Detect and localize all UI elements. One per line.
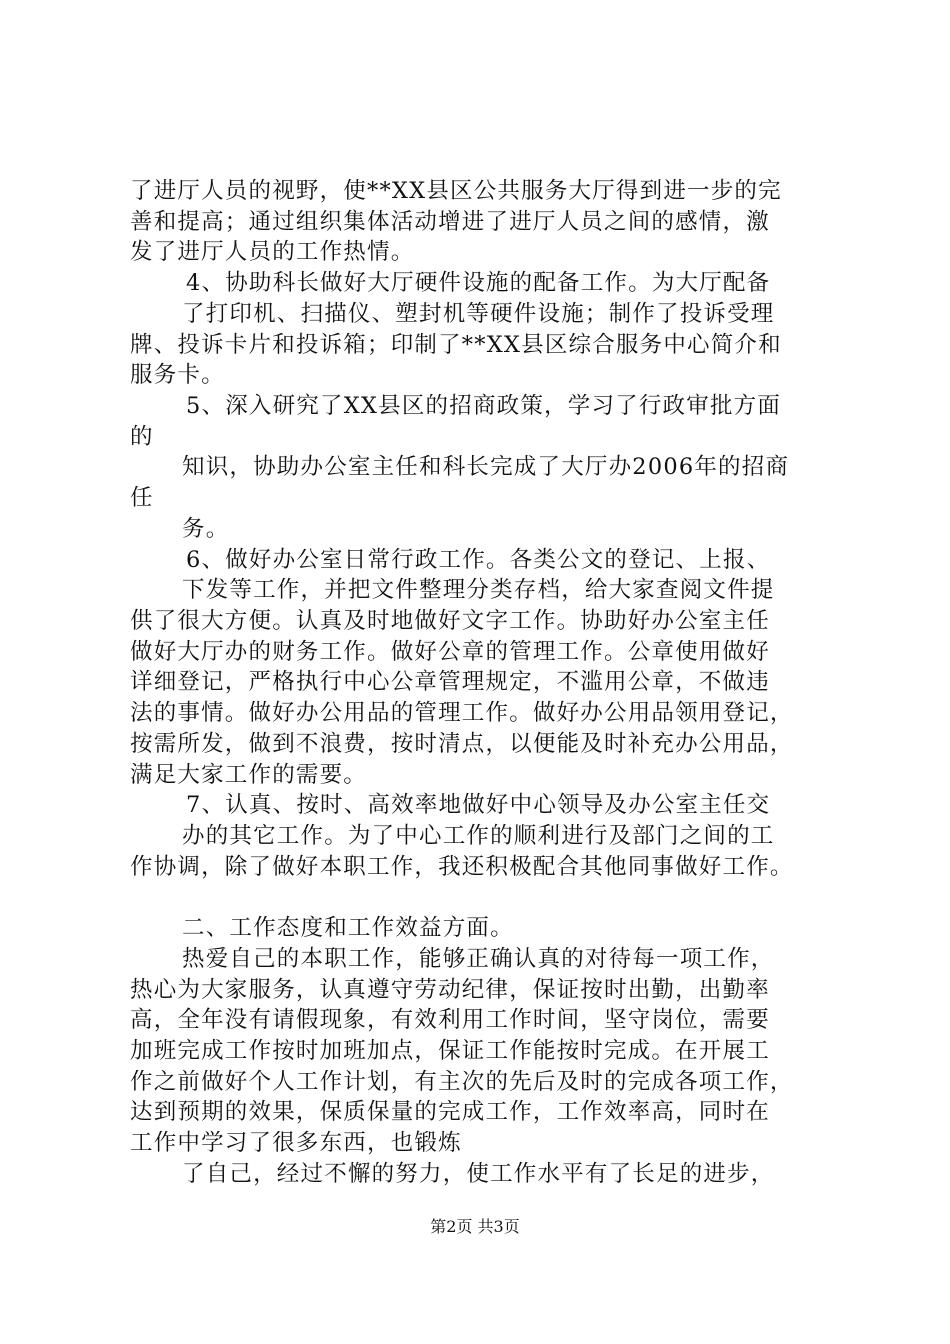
body-line: 详细登记，严格执行中心公章管理规定，不滥用公章，不做违: [130, 669, 770, 695]
body-line: 热心为大家服务，认真遵守劳动纪律，保证按时出勤，出勤率: [130, 977, 770, 1003]
body-line: 高，全年没有请假现象，有效利用工作时间，坚守岗位，需要: [130, 1007, 770, 1033]
body-line: 做好大厅办的财务工作。做好公章的管理工作。公章使用做好: [130, 639, 770, 665]
body-line: 工作中学习了很多东西，也锻炼: [130, 1130, 462, 1156]
body-line: 6、做好办公室日常行政工作。各类公文的登记、上报、: [186, 547, 771, 573]
body-line: 下发等工作，并把文件整理分类存档，给大家查阅文件提: [182, 577, 775, 603]
body-line: 牌、投诉卡片和投诉箱；印制了**XX县区综合服务中心简介和: [130, 332, 782, 358]
body-line: 善和提高；通过组织集体活动增进了进厅人员之间的感情，激: [130, 209, 770, 235]
body-line: 满足大家工作的需要。: [130, 762, 368, 788]
body-line: 7、认真、按时、高效率地做好中心领导及办公室主任交: [186, 792, 771, 818]
body-line: 了自己，经过不懈的努力，使工作水平有了长足的进步，: [182, 1161, 775, 1187]
body-line: 任: [130, 485, 154, 511]
body-line: 5、深入研究了XX县区的招商政策，学习了行政审批方面: [186, 393, 782, 419]
body-line: 法的事情。做好办公用品的管理工作。做好办公用品领用登记，: [130, 700, 794, 726]
body-line: 热爱自己的本职工作，能够正确认真的对待每一项工作，: [182, 946, 775, 972]
body-line: 了进厅人员的视野，使**XX县区公共服务大厅得到进一步的完: [130, 178, 782, 204]
body-line: 加班完成工作按时加班加点，保证工作能按时完成。在开展工: [130, 1038, 770, 1064]
body-line: 的: [130, 424, 154, 450]
body-line: 了打印机、扫描仪、塑封机等硬件设施；制作了投诉受理: [182, 301, 775, 327]
body-line: 服务卡。: [130, 362, 225, 388]
page-number-footer: 第2页 共3页: [430, 1217, 520, 1236]
body-line: 按需所发，做到不浪费，按时清点，以便能及时补充办公用品，: [130, 731, 794, 757]
body-line: 办的其它工作。为了中心工作的顺利进行及部门之间的工: [182, 823, 775, 849]
body-line: 发了进厅人员的工作热情。: [130, 239, 415, 265]
body-line: 供了很大方便。认真及时地做好文字工作。协助好办公室主任: [130, 608, 770, 634]
body-line: 务。: [182, 516, 230, 542]
body-line: 知识，协助办公室主任和科长完成了大厅办2006年的招商: [182, 454, 790, 480]
body-line: 4、协助科长做好大厅硬件设施的配备工作。为大厅配备: [186, 270, 771, 296]
body-line: 作协调，除了做好本职工作，我还积极配合其他同事做好工作。: [130, 854, 794, 880]
body-line: 达到预期的效果，保质保量的完成工作，工作效率高，同时在: [130, 1099, 770, 1125]
section-heading: 二、工作态度和工作效益方面。: [182, 915, 514, 941]
body-line: 作之前做好个人工作计划，有主次的先后及时的完成各项工作，: [130, 1069, 794, 1095]
